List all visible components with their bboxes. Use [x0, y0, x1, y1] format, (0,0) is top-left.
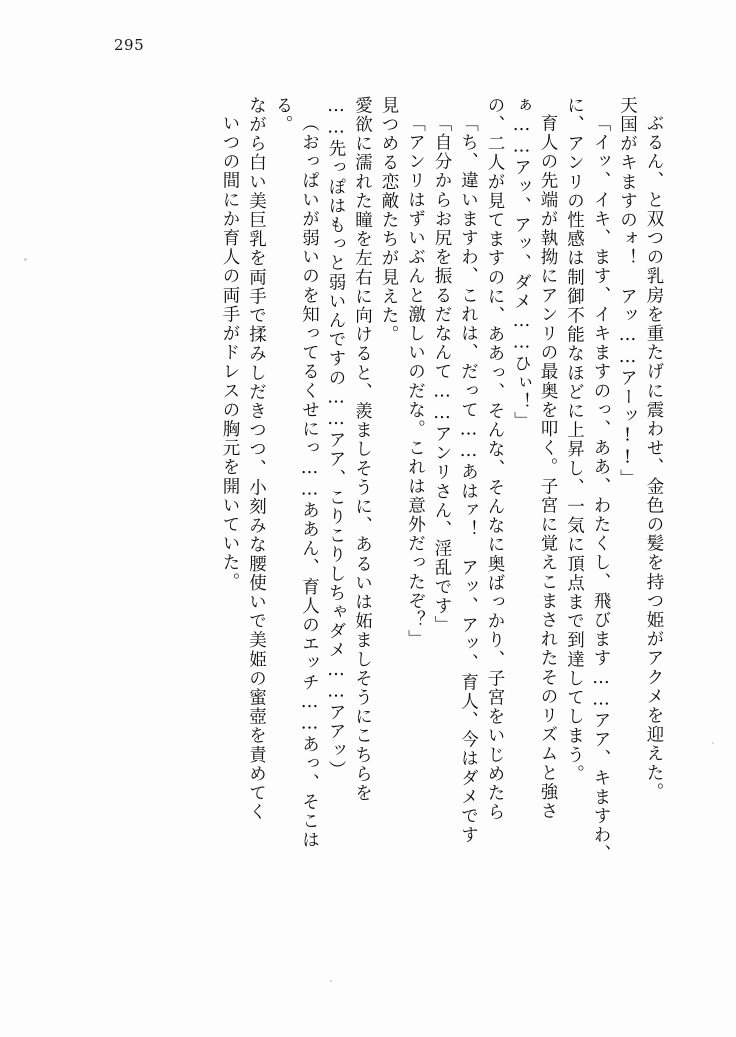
text-line: 「自分からお尻を振るだなんて……アンリさん、淫乱です」 [432, 114, 452, 635]
text-line: 見つめる恋敵たちが見えた。 [379, 96, 399, 345]
text-line: の、二人が見てますのに、ああっ、そんな、そんなに奥ばっかり、子宮をいじめたら [485, 96, 505, 822]
text-line: ながら白い美巨乳を両手で揉みしだきつつ、小刻みな腰使いで美姫の蜜壺を責めてく [246, 96, 267, 822]
text-line: 天国がキますのォ！ アッ……アーッ!!」 [617, 96, 638, 488]
text-line: ……先っぽはもっと弱いんですの……アア、こりこりしちゃダメ……アアッ） [326, 96, 346, 780]
text-line: 「イッ、イキ、ます、イキますのっ、ああ、わたくし、飛びます……アア、キますわ、 [591, 114, 611, 864]
text-line: 愛欲に濡れた瞳を左右に向けると、羨ましそうに、あるいは妬ましそうにこちらを [352, 96, 373, 803]
page-number: 295 [114, 36, 145, 54]
text-line: いつの間にか育人の両手がドレスの胸元を開いていた。 [220, 114, 240, 592]
scan-speck [330, 980, 332, 982]
text-line: （おっぱいが弱いのを知ってるくせにっ……ああん、育人のエッチ……あっ、そこは [299, 114, 320, 850]
text-line: 「アンリはずいぶんと激しいのだな。これは意外だったぞ？」 [405, 114, 426, 649]
text-line: 育人の先端が執拗にアンリの最奥を叩く。子宮に覚えこまされたそのリズムと強さ [538, 114, 558, 821]
text-line: ぶるん、と双つの乳房を重たげに震わせ、金色の髪を持つ姫がアクメを迎えた。 [644, 114, 664, 802]
scan-speck [712, 742, 714, 744]
body-text-block [212, 96, 663, 916]
scan-speck [24, 258, 27, 261]
text-line: る。 [273, 96, 293, 135]
text-line: に、アンリの性感は制御不能なほどに上昇し、一気に頂点まで到達してしまう。 [564, 96, 585, 784]
text-line: ぁ……アッ、アッ、ダメ……ひぃ！」 [511, 96, 532, 431]
text-line: 「ち、違いますわ、これは、だって……あはァ！ アッ、アッ、育人、今はダメです [458, 114, 479, 845]
